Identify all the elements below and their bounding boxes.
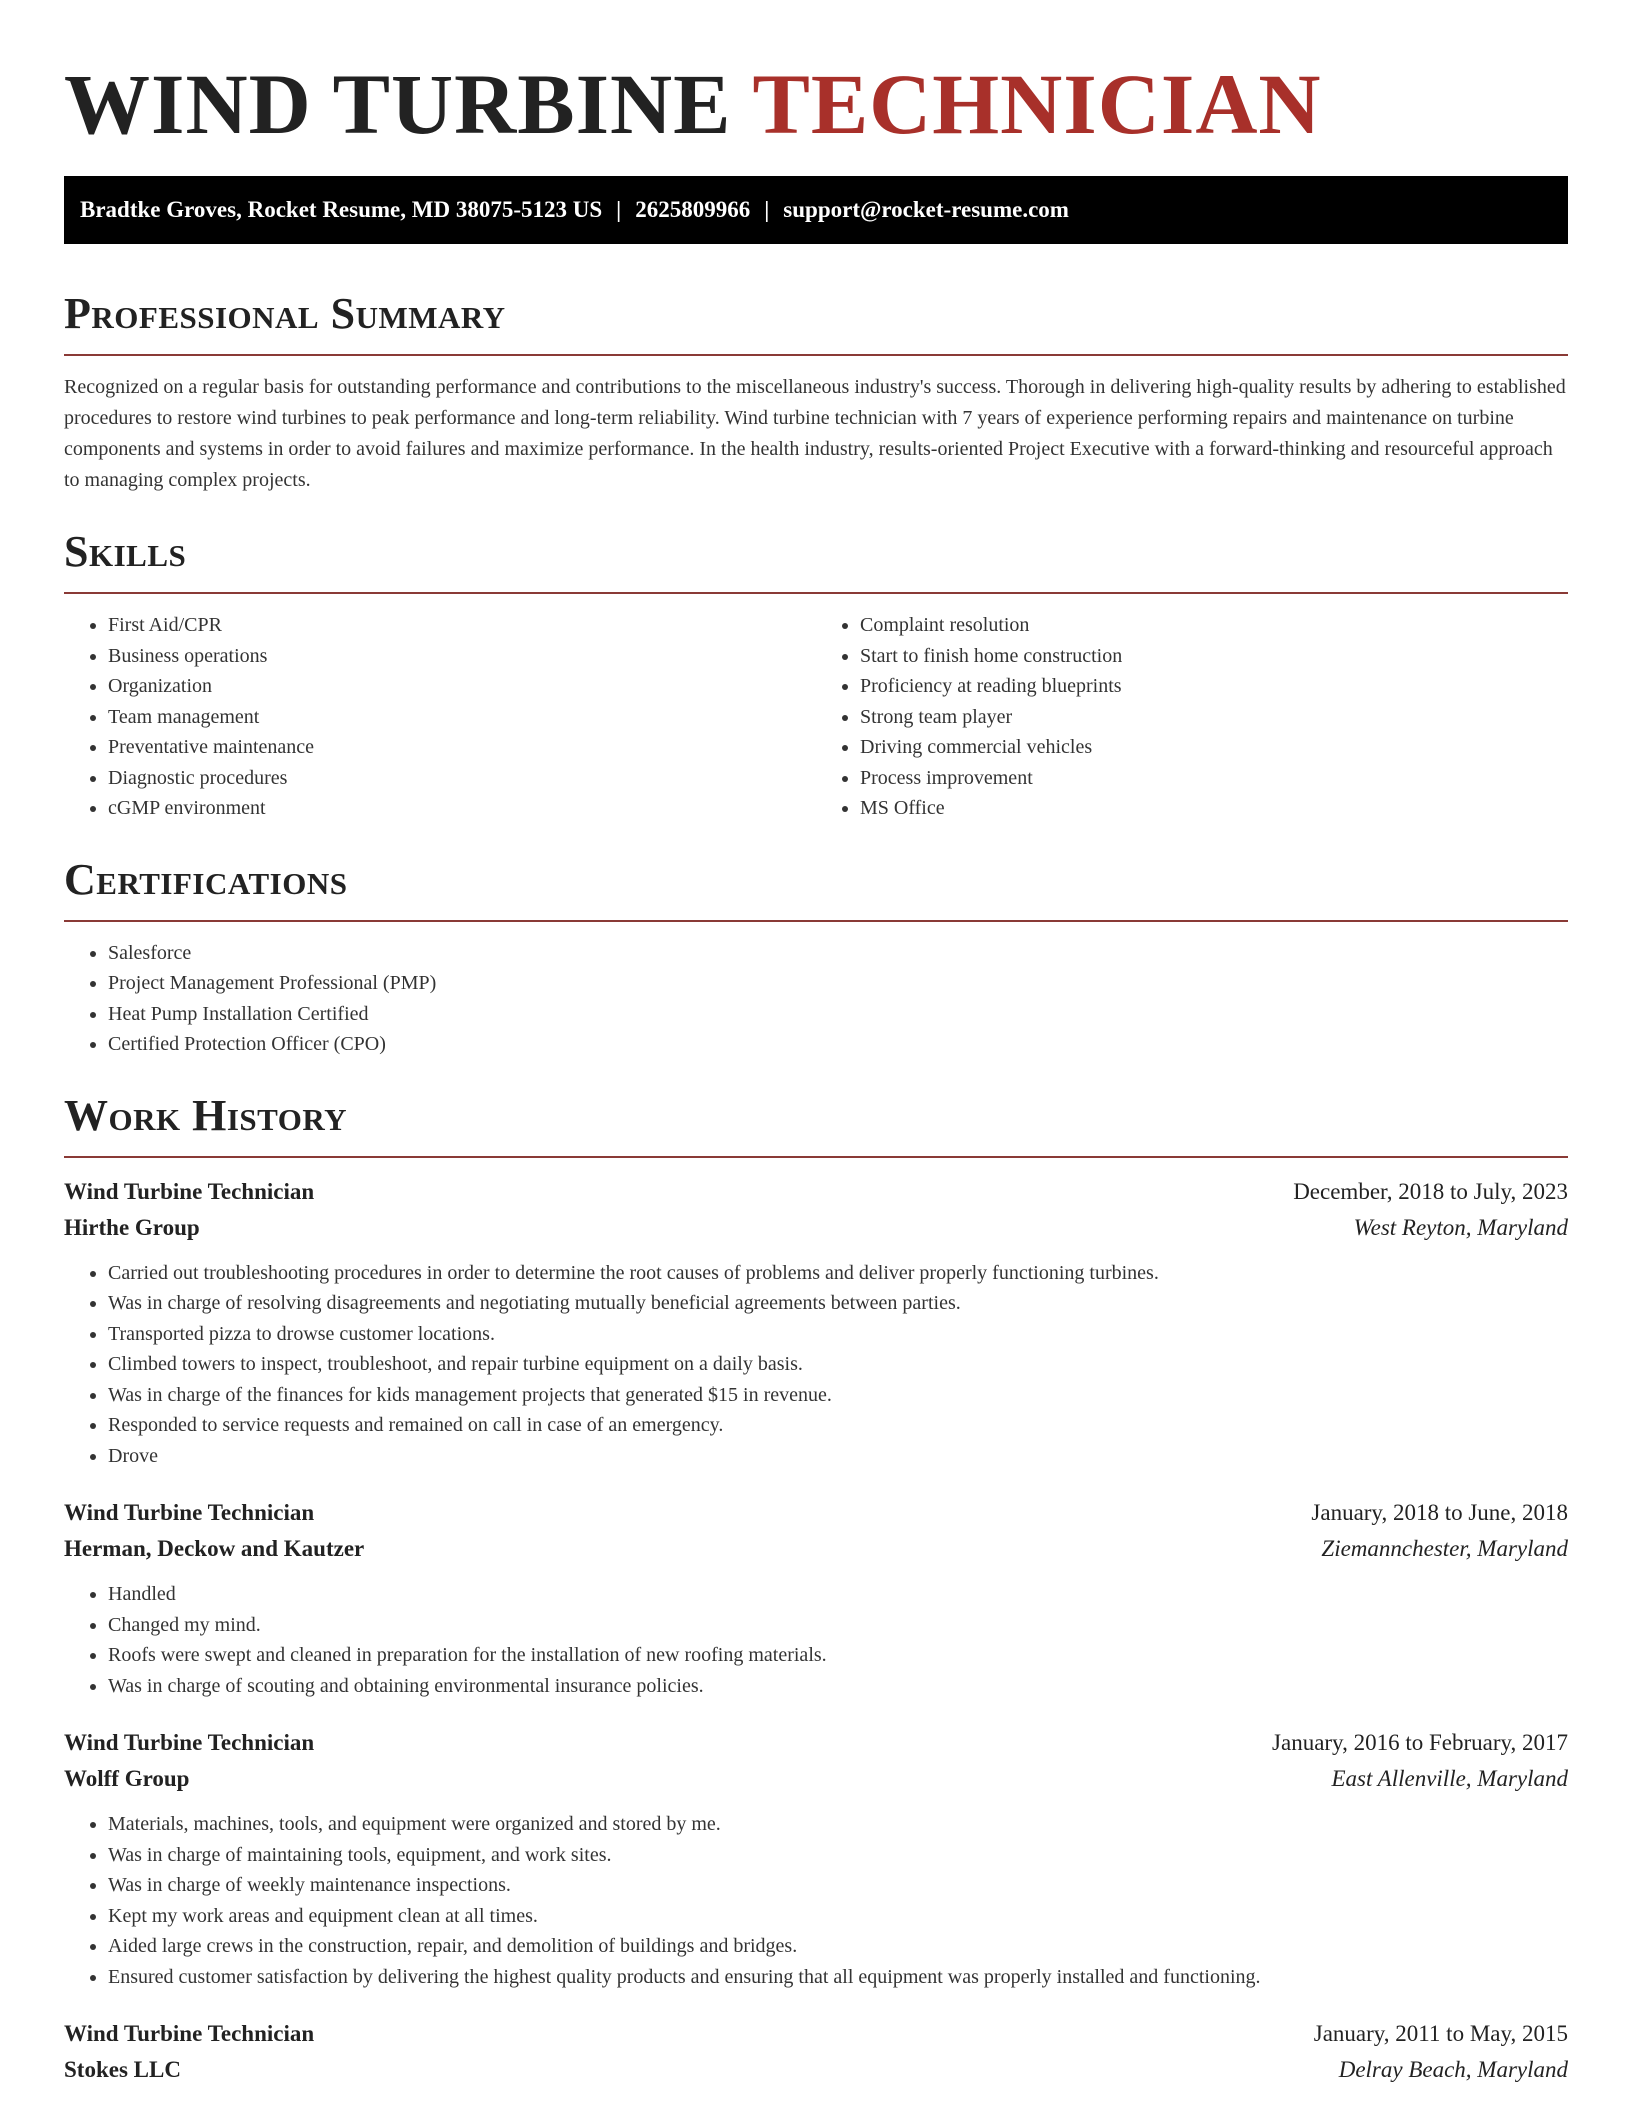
skill-item: • First Aid/CPR [108,610,816,641]
skill-item: • Proficiency at reading blueprints [860,671,1568,702]
contact-address: Bradtke Groves, Rocket Resume, MD 38075-5123 US [80,197,603,222]
job-header-row [64,2016,1568,2052]
job-duty: • Was in charge of scouting and obtaining environmental insurance policies. [108,1671,1568,1702]
job-duty: • Materials, machines, tools, and equipment were organized and stored by me. [108,1809,1568,1840]
job-duty: • Was in charge of the finances for kids management projects that generated $15 in revenue. [108,1380,1568,1411]
job-role: Wind Turbine Technician [64,1730,315,1755]
summary-text: Recognized on a regular basis for outstanding performance and contributions to the miscellaneous industry's success. Thorough in delivering high-quality results by adhering to established procedures to restore wind turbines to peak performance and long-term reliability. Wind turbine technician with 7 years of experience performing repairs and maintenance on turbine components and systems in order to avoid failures and maximize performance. In the health industry, results-oriented Project Executive with a forward-thinking and resourceful approach to managing complex projects. [64,376,1566,491]
job-company-row [64,1531,1568,1567]
contact-phone[interactable]: 2625809966 [635,197,751,222]
skills-list-right [816,610,1568,824]
job-header-row [64,1725,1568,1761]
contact-separator: | [616,197,622,222]
skill-item: • Organization [108,671,816,702]
job-company-row [64,2052,1568,2088]
job-duty: • Was in charge of weekly maintenance inspections. [108,1870,1568,1901]
job-duty: • Ensured customer satisfaction by delivering the highest quality products and ensuring that all equipment was properly installed and functioning. [108,1962,1568,1993]
job-entry [64,1174,1568,1472]
section-heading-work-history: Work History [64,1090,1568,1158]
skill-item: • Business operations [108,641,816,672]
job-duty: • Kept my work areas and equipment clean at all times. [108,1901,1568,1932]
skill-item: • MS Office [860,793,1568,824]
skill-item: • Preventative maintenance [108,732,816,763]
skill-item: • Strong team player [860,702,1568,733]
job-company: Herman, Deckow and Kautzer [64,1536,365,1561]
job-duty: • Drove [108,1441,1568,1472]
resume-page [64,0,1568,2088]
skill-item: • Driving commercial vehicles [860,732,1568,763]
job-dates: January, 2016 to February, 2017 [1272,1730,1568,1755]
job-duty: • Changed my mind. [108,1610,1568,1641]
job-location: Delray Beach, Maryland [1338,2057,1568,2082]
skill-item: • Team management [108,702,816,733]
job-dates: January, 2018 to June, 2018 [1311,1500,1568,1525]
skill-item: • cGMP environment [108,793,816,824]
job-duty: • Carried out troubleshooting procedures in order to determine the root causes of problems and deliver properly functioning turbines. [108,1258,1568,1289]
job-role: Wind Turbine Technician [64,1500,315,1525]
job-dates: January, 2011 to May, 2015 [1313,2021,1568,2046]
job-location: West Reyton, Maryland [1353,1214,1568,1240]
job-duty: • Roofs were swept and cleaned in preparation for the installation of new roofing materials. [108,1640,1568,1671]
job-role: Wind Turbine Technician [64,1178,315,1204]
job-duty: • Transported pizza to drowse customer locations. [108,1319,1568,1350]
job-duties-list [64,1258,1568,1472]
job-duty: • Was in charge of maintaining tools, equipment, and work sites. [108,1840,1568,1871]
title-main: WIND TURBINE [64,56,732,152]
skill-item: • Complaint resolution [860,610,1568,641]
job-company: Hirthe Group [64,1214,200,1240]
job-header-row [64,1174,1568,1210]
certification-item: • Heat Pump Installation Certified [108,999,1568,1030]
job-duty: • Handled [108,1579,1568,1610]
skill-item: • Diagnostic procedures [108,763,816,794]
job-duty: • Responded to service requests and remained on call in case of an emergency. [108,1410,1568,1441]
job-duties-list [64,1809,1568,1992]
contact-bar [64,176,1568,244]
job-location: Ziemannchester, Maryland [1321,1536,1568,1561]
section-heading-certifications: Certifications [64,854,1568,922]
skills-grid [64,610,1568,824]
job-entry [64,2016,1568,2088]
job-entry [64,1725,1568,1992]
certification-item: • Project Management Professional (PMP) [108,968,1568,999]
section-heading-skills: Skills [64,526,1568,594]
job-duty: • Climbed towers to inspect, troubleshoot, and repair turbine equipment on a daily basis. [108,1349,1568,1380]
job-entry [64,1495,1568,1701]
certification-item: • Certified Protection Officer (CPO) [108,1029,1568,1060]
job-company-row [64,1210,1568,1246]
job-header-row [64,1495,1568,1531]
resume-title [64,0,1568,152]
job-duties-list [64,1579,1568,1701]
job-company: Wolff Group [64,1766,190,1791]
job-duty: • Aided large crews in the construction, repair, and demolition of buildings and bridges. [108,1931,1568,1962]
certification-item: • Salesforce [108,938,1568,969]
job-role: Wind Turbine Technician [64,2021,315,2046]
job-location: East Allenville, Maryland [1331,1766,1568,1791]
job-dates: December, 2018 to July, 2023 [1293,1178,1568,1204]
job-duty: • Was in charge of resolving disagreements and negotiating mutually beneficial agreements between parties. [108,1288,1568,1319]
skills-list-left [64,610,816,824]
title-accent: TECHNICIAN [752,56,1322,152]
job-company: Stokes LLC [64,2057,181,2082]
skill-item: • Start to finish home construction [860,641,1568,672]
section-heading-summary: Professional Summary [64,288,1568,356]
contact-separator: | [764,197,770,222]
job-company-row [64,1761,1568,1797]
contact-email[interactable]: support@rocket-resume.com [783,197,1069,222]
skill-item: • Process improvement [860,763,1568,794]
certifications-list [64,938,1568,1060]
